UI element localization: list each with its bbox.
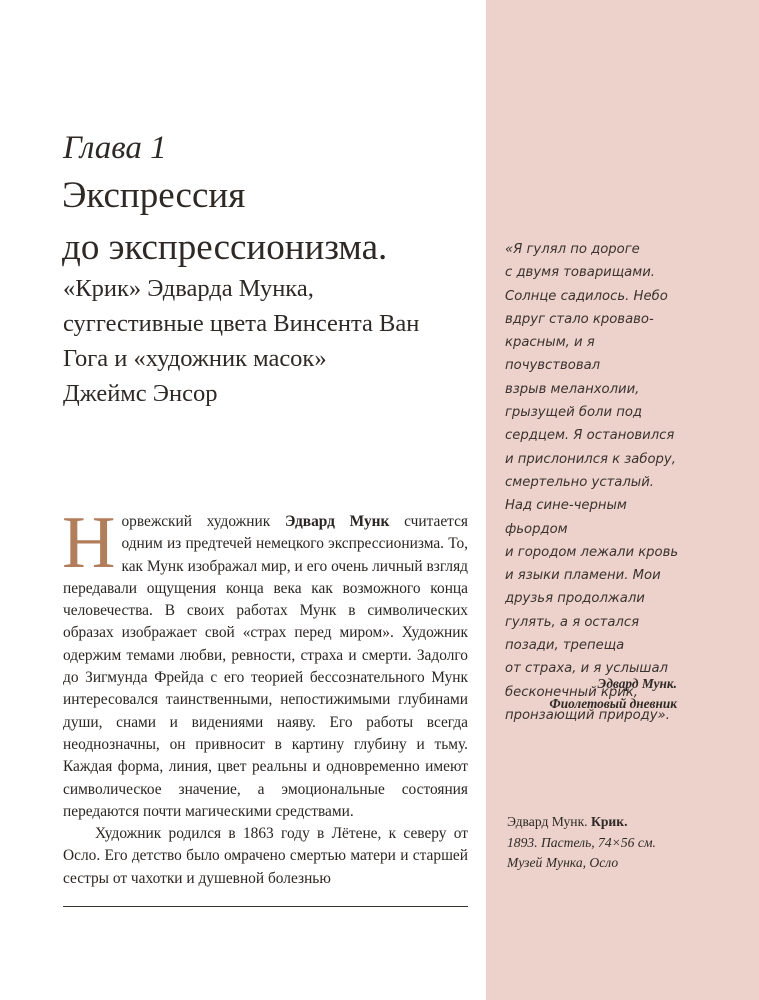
body-paragraph-2: Художник родился в 1863 году в Лётене, к северу от Осло. Его детство было омрачено смертью матери и старшей сестры от чахотки и душевной болезнью	[63, 825, 468, 887]
chapter-title	[62, 170, 472, 274]
chapter-subtitle	[63, 271, 473, 411]
artist-name: Эдвард Мунк	[284, 513, 390, 530]
munch-quote: «Я гулял по дороге с двумя товарищами. Солнце садилось. Небо вдруг стало кроваво- красным, и я почувствовал взрыв меланхолии, грызущей боли под сердцем. Я остановился и прислонился к забору, смертельно усталый. Над сине-черным фьордом и городом лежали кровь и языки пламени. Мои друзья продолжали гулять, а я остался позади, трепеща от страха, и я услышал бесконечный крик, пронзающий природу».	[505, 242, 679, 723]
paragraph-1-text: считается одним из предтечей немецкого экспрессионизма. То, как Мунк изображал мир, и его очень личный взгляд передавали ощущения конца века как возможного конца человечества. В своих работах Мунк в символических образах изображает свой «страх перед миром». Художник одержим темами любви, ревности, страха и смерти. Задолго до Зигмунда Фрейда с его теорией бессознательного Мунк интересовался таинственными, непостижимыми глубинами души, снами и видениями наяву. Его работы всегда неоднозначны, он привносит в картину глубину и тьму. Каждая форма, линия, цвет реальны и одновременно имеют символическое значение, а эмоциональные состояния передаются почти магическими средствами.	[63, 513, 469, 820]
chapter-label: Глава 1	[63, 130, 167, 166]
paragraph-1-intro: орвежский художник	[121, 513, 285, 530]
body-paragraph-1	[62, 502, 469, 823]
quote-source: Фиолетовый дневник	[549, 695, 677, 711]
body-text	[62, 502, 469, 890]
chapter-title-line-2: до экспрессионизма.	[62, 227, 388, 268]
chapter-title-line-1: Экспрессия	[62, 175, 246, 216]
caption-museum: Музей Мунка, Осло	[507, 855, 619, 870]
image-caption	[507, 812, 747, 874]
footer-rule	[63, 906, 468, 907]
caption-artwork-title: Крик.	[590, 814, 628, 829]
chapter-subtitle-line-3: Гога и «художник масок»	[63, 345, 327, 372]
quote-attribution	[496, 674, 677, 713]
caption-title-line	[507, 812, 747, 833]
caption-details: 1893. Пастель, 74×56 см.	[507, 834, 656, 850]
drop-cap: Н	[62, 502, 116, 584]
caption-artist: Эдвард Мунк.	[507, 814, 591, 829]
chapter-subtitle-line-2: суггестивные цвета Винсента Ван	[63, 310, 420, 337]
chapter-subtitle-line-4: Джеймс Энсор	[63, 380, 218, 407]
chapter-subtitle-line-1: «Крик» Эдварда Мунка,	[63, 275, 314, 302]
quote-author: Эдвард Мунк.	[597, 676, 677, 691]
